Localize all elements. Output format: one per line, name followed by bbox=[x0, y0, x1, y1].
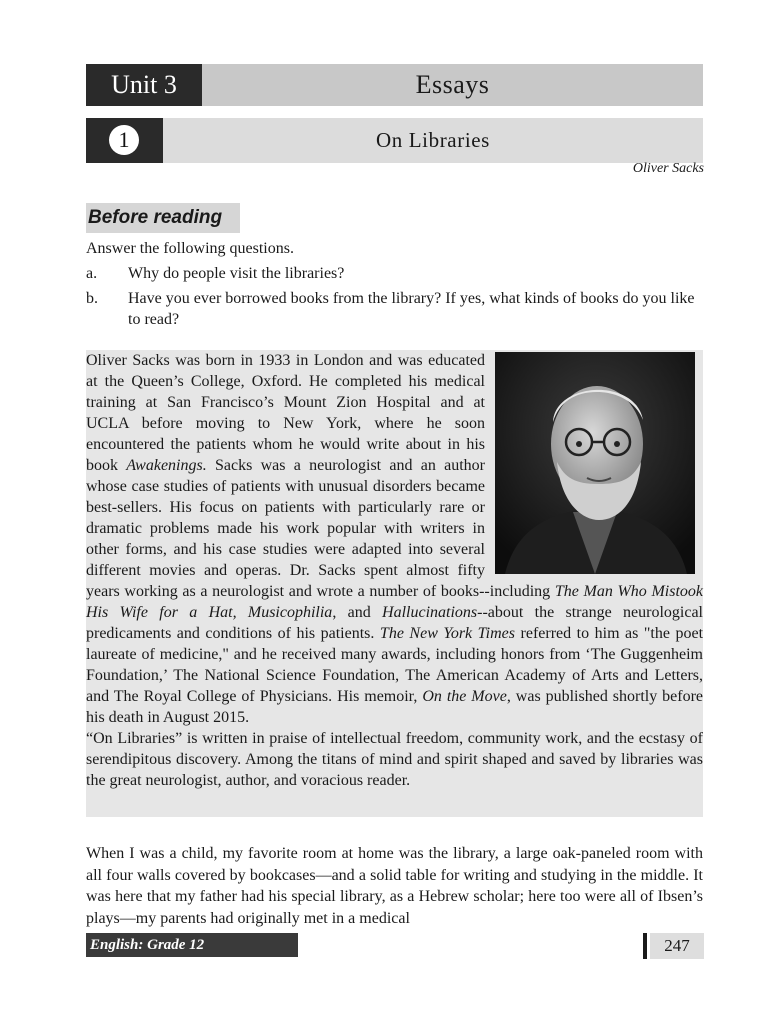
author-bio bbox=[86, 350, 703, 791]
bio-text: Sacks was a neurologist and an author whose case studies of patients with unusual disorders became best-sellers. His focus on patients with particularly rare or dramatic problems made his work popular with writers in other forms, and his case studies were adapted into several different movies and operas. Dr. Sacks spent almost fifty years working as a neurologist and wrote a number of books--including bbox=[86, 457, 555, 600]
bio-text: referred to him as "the poet laureate of medicine," and he received many awards, including honors from ‘The Guggenheim Foundation,’ The National Science Foundation, The American Academy of Arts and Letters, and The Royal College of Physicians. His memoir, bbox=[86, 625, 704, 705]
footer-rule bbox=[643, 933, 647, 959]
unit-title: Essays bbox=[415, 70, 490, 99]
instruction-text: Answer the following questions. bbox=[86, 240, 294, 257]
unit-header-bar bbox=[86, 64, 703, 106]
unit-label: Unit 3 bbox=[86, 64, 202, 106]
before-reading-label: Before reading bbox=[88, 207, 223, 228]
question-item bbox=[86, 263, 703, 284]
newspaper-title: The New York Times bbox=[379, 625, 516, 642]
question-label: b. bbox=[86, 290, 98, 307]
essay-paragraph: When I was a child, my favorite room at home was the library, a large oak-paneled room with all four walls covered by bookcases—and a solid table for writing and studying in the middle. It was here that my father had his special library, as a Hebrew scholar; here too were all of Ibsen’s plays—my parents had originally met in a medical bbox=[86, 845, 703, 927]
book-title: Hallucinations bbox=[382, 604, 478, 621]
bio-text: --about the strange neurological predicaments and conditions of his patients. bbox=[86, 604, 703, 642]
chapter-number-box bbox=[86, 118, 163, 163]
chapter-header-bar bbox=[86, 118, 703, 163]
chapter-number: 1 bbox=[109, 125, 139, 155]
before-reading-heading bbox=[86, 203, 240, 233]
book-title: Awakenings. bbox=[126, 457, 207, 474]
page-number: 247 bbox=[650, 933, 704, 959]
bio-text: , and bbox=[332, 604, 383, 621]
essay-summary: “On Libraries” is written in praise of intellectual freedom, community work, and the ecstasy of serendipitous discovery. Among the titans of mind and spirit shaped and saved by libraries was the great neurologist, author, and voracious reader. bbox=[86, 730, 703, 789]
author-portrait bbox=[495, 352, 695, 574]
footer-book-title: English: Grade 12 bbox=[86, 933, 298, 957]
book-title: On the Move bbox=[422, 688, 507, 705]
chapter-title: On Libraries bbox=[376, 128, 490, 152]
question-text: Have you ever borrowed books from the library? If yes, what kinds of books do you like to read? bbox=[128, 290, 695, 328]
question-text: Why do people visit the libraries? bbox=[128, 265, 345, 282]
bio-text: , was published shortly before his death in August 2015. bbox=[86, 688, 704, 726]
question-label: a. bbox=[86, 265, 98, 282]
author-name: Oliver Sacks bbox=[632, 161, 704, 176]
essay-body bbox=[86, 843, 703, 929]
bio-text: Oliver Sacks was born in 1933 in London and was educated at the Queen’s College, Oxford. He completed his medical training at San Francisco’s Mount Zion Hospital and at UCLA before moving to New York, where he soon encountered the patients whom he would write about in his book bbox=[86, 352, 485, 474]
book-title: The Man Who Mistook His Wife for a Hat, Musicophilia bbox=[86, 583, 704, 621]
question-item bbox=[86, 288, 703, 330]
